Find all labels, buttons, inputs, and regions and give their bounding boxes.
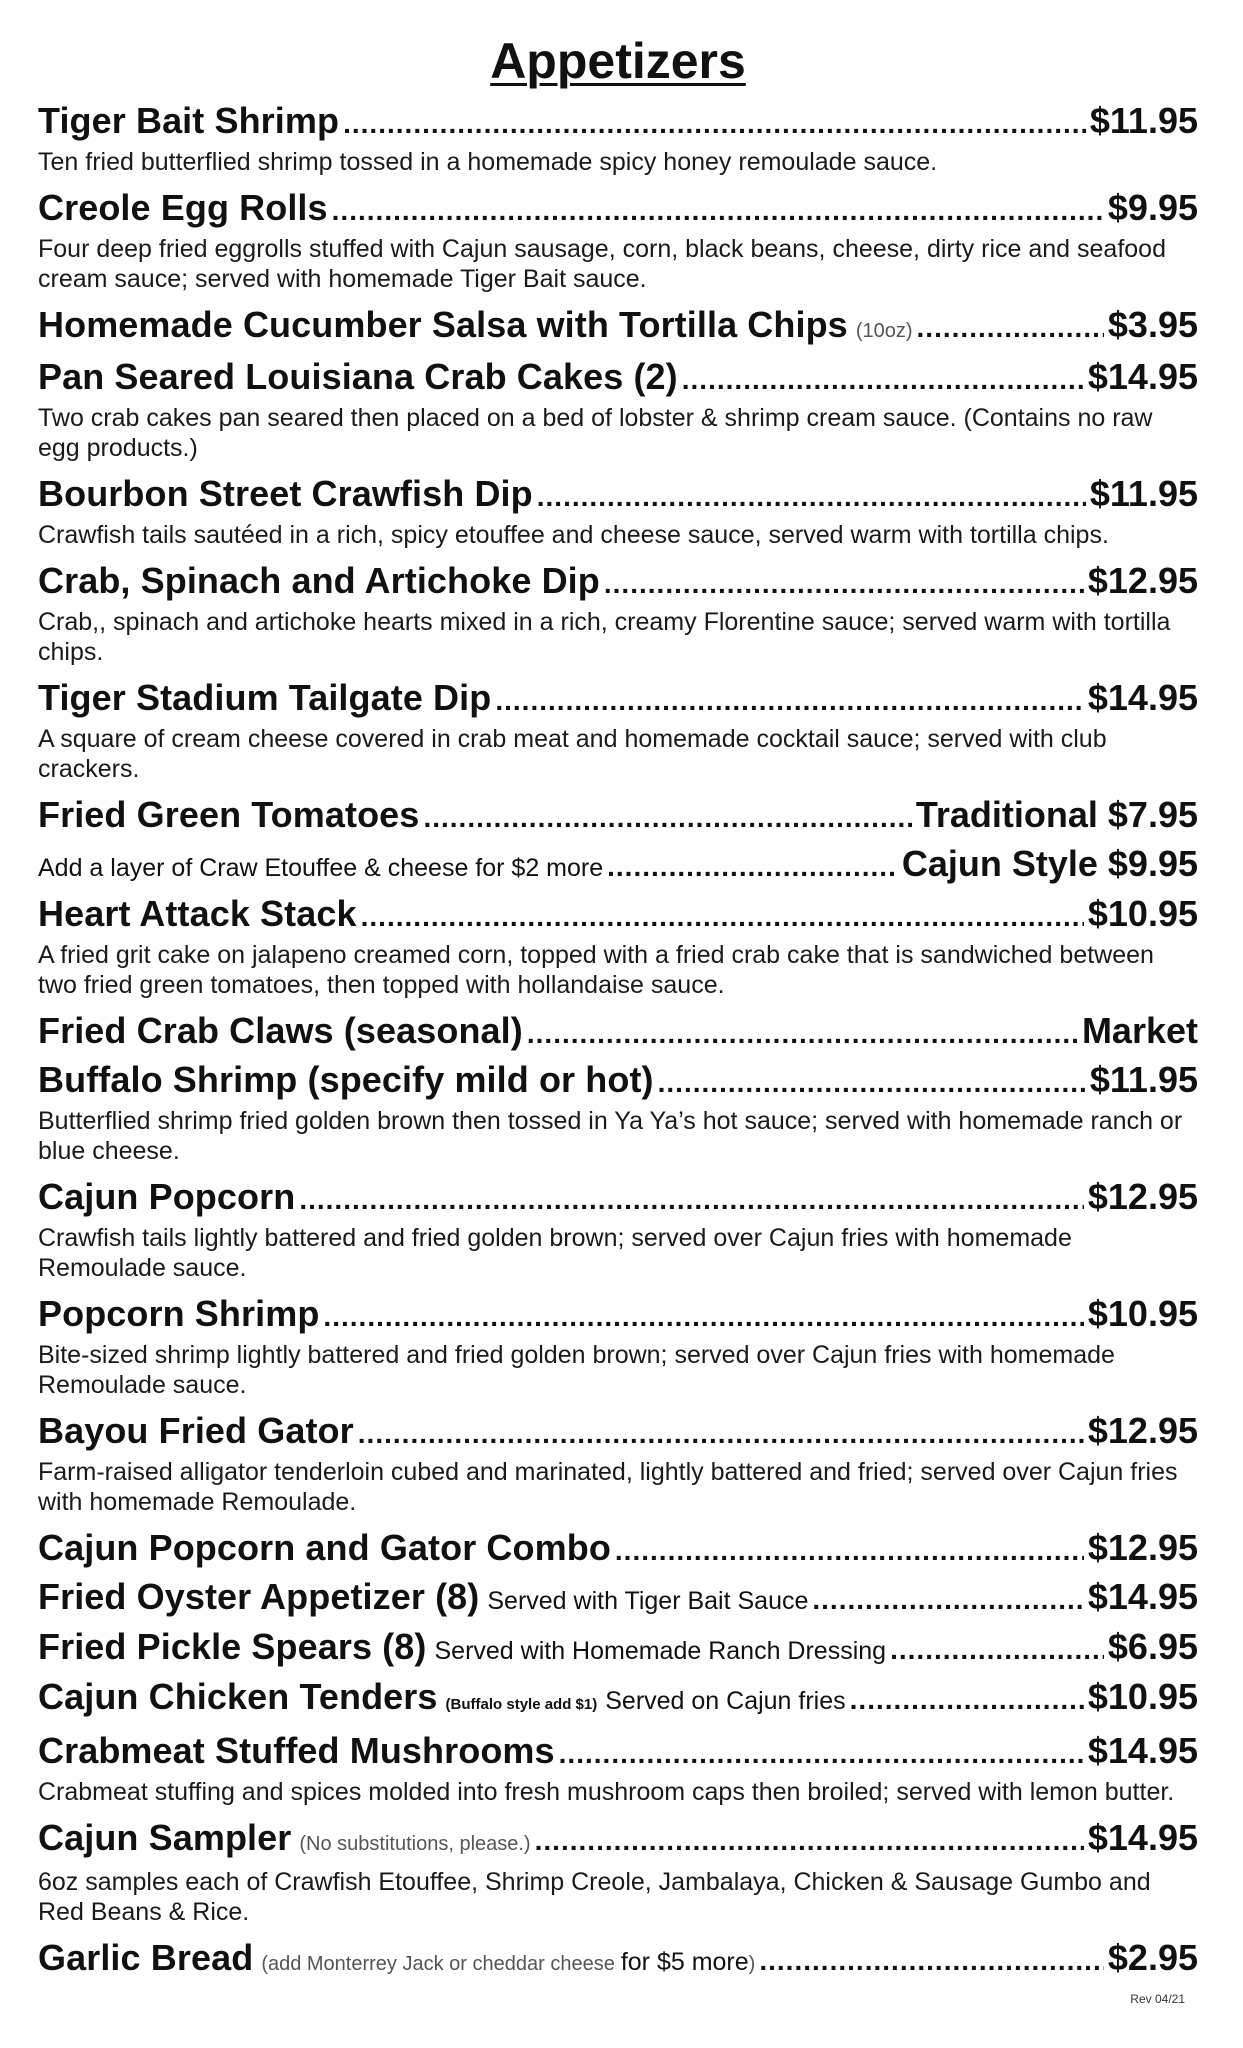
menu-item-row bbox=[38, 1728, 1198, 1777]
dot-leader bbox=[682, 357, 1084, 403]
dot-leader bbox=[358, 1411, 1084, 1457]
item-name: Buffalo Shrimp (specify mild or hot) bbox=[38, 1059, 654, 1100]
item-description: 6oz samples each of Crawfish Etouffee, Shrimp Creole, Jambalaya, Chicken & Sausage Gumbo and Red Beans & Rice. bbox=[38, 1868, 1151, 1926]
item-description: Crabmeat stuffing and spices molded into fresh mushroom caps then broiled; served with lemon butter. bbox=[38, 1778, 1175, 1806]
item-note: (add Monterrey Jack or cheddar cheese bbox=[261, 1953, 615, 1975]
menu-item-row bbox=[38, 1674, 1198, 1728]
menu-item bbox=[38, 1624, 1198, 1674]
item-price: $12.95 bbox=[1087, 1410, 1198, 1451]
item-description: Ten fried butterflied shrimp tossed in a homemade spicy honey remoulade sauce. bbox=[38, 148, 938, 176]
menu-page bbox=[38, 30, 1198, 1987]
menu-item bbox=[38, 185, 1198, 294]
menu-item bbox=[38, 1008, 1198, 1057]
dot-leader bbox=[423, 795, 911, 841]
item-name: Cajun Popcorn bbox=[38, 1176, 296, 1217]
item-description: Crawfish tails sautéed in a rich, spicy etouffee and cheese sauce, served warm with tortilla chips. bbox=[38, 521, 1109, 549]
menu-item-row bbox=[38, 891, 1198, 940]
menu-item-row bbox=[38, 1291, 1198, 1340]
item-note: Served with Homemade Ranch Dressing bbox=[434, 1637, 887, 1665]
menu-item bbox=[38, 558, 1198, 667]
menu-item-row bbox=[38, 1174, 1198, 1223]
dot-leader bbox=[361, 894, 1084, 940]
item-name: Cajun Popcorn and Gator Combo bbox=[38, 1527, 611, 1568]
dot-leader bbox=[535, 1818, 1084, 1864]
item-addon-price: Cajun Style $9.95 bbox=[901, 843, 1198, 884]
dot-leader bbox=[890, 1627, 1104, 1673]
menu-item bbox=[38, 1291, 1198, 1400]
menu-item bbox=[38, 675, 1198, 784]
item-name: Popcorn Shrimp bbox=[38, 1293, 320, 1334]
item-name: Bourbon Street Crawfish Dip bbox=[38, 473, 533, 514]
item-price: $10.95 bbox=[1087, 1676, 1198, 1717]
item-name: Pan Seared Louisiana Crab Cakes (2) bbox=[38, 356, 678, 397]
item-note: Served with Tiger Bait Sauce bbox=[487, 1587, 809, 1615]
item-price: $6.95 bbox=[1107, 1626, 1198, 1667]
item-price: $3.95 bbox=[1107, 304, 1198, 345]
menu-item bbox=[38, 98, 1198, 177]
item-price: $12.95 bbox=[1087, 1527, 1198, 1568]
item-name: Cajun Chicken Tenders bbox=[38, 1676, 438, 1717]
item-description: Crab,, spinach and artichoke hearts mixed in a rich, creamy Florentine sauce; served warm with tortilla chips. bbox=[38, 608, 1171, 666]
menu-item-row bbox=[38, 185, 1198, 234]
revision-label: Rev 04/21 bbox=[1130, 1992, 1185, 2006]
menu-item-row bbox=[38, 98, 1198, 147]
menu-item bbox=[38, 1174, 1198, 1283]
item-description: Four deep fried eggrolls stuffed with Cajun sausage, corn, black beans, cheese, dirty rice and seafood cream sauce; served with homemade Tiger Bait sauce. bbox=[38, 235, 1166, 293]
menu-item bbox=[38, 1574, 1198, 1624]
item-name: Fried Crab Claws (seasonal) bbox=[38, 1010, 523, 1051]
menu-item bbox=[38, 1935, 1198, 1987]
menu-item bbox=[38, 1525, 1198, 1574]
item-name: Crab, Spinach and Artichoke Dip bbox=[38, 560, 600, 601]
menu-item-row bbox=[38, 1574, 1198, 1624]
item-note-close: ) bbox=[748, 1953, 756, 1975]
menu-item-row bbox=[38, 792, 1198, 841]
menu-item bbox=[38, 1408, 1198, 1517]
menu-item-row bbox=[38, 471, 1198, 520]
dot-leader bbox=[332, 188, 1104, 234]
menu-item bbox=[38, 354, 1198, 463]
item-name: Bayou Fried Gator bbox=[38, 1410, 354, 1451]
item-note: (No substitutions, please.) bbox=[299, 1833, 531, 1855]
menu-item-row bbox=[38, 1624, 1198, 1674]
item-price: $11.95 bbox=[1089, 1059, 1198, 1100]
dot-leader bbox=[323, 1294, 1083, 1340]
dot-leader bbox=[527, 1011, 1078, 1057]
menu-item-row bbox=[38, 1935, 1198, 1987]
menu-item-row bbox=[38, 1408, 1198, 1457]
item-description: A fried grit cake on jalapeno creamed corn, topped with a fried crab cake that is sandwiched between two fried green tomatoes, then topped with hollandaise sauce. bbox=[38, 941, 1154, 999]
item-description: Butterflied shrimp fried golden brown then tossed in Ya Ya’s hot sauce; served with homemade ranch or blue cheese. bbox=[38, 1107, 1183, 1165]
item-name: Cajun Sampler bbox=[38, 1817, 292, 1858]
menu-item bbox=[38, 1057, 1198, 1166]
item-price: $10.95 bbox=[1087, 893, 1198, 934]
item-description: Two crab cakes pan seared then placed on a bed of lobster & shrimp cream sauce. (Contains no raw egg products.) bbox=[38, 404, 1153, 462]
item-price: $14.95 bbox=[1087, 1817, 1198, 1858]
menu-item-addon-row bbox=[38, 841, 1198, 891]
dot-leader bbox=[658, 1060, 1086, 1106]
item-price: $14.95 bbox=[1087, 1576, 1198, 1617]
item-note: Served on Cajun fries bbox=[605, 1687, 846, 1715]
item-note-small: (Buffalo style add $1) bbox=[445, 1696, 598, 1713]
item-name: Fried Oyster Appetizer (8) bbox=[38, 1576, 480, 1617]
dot-leader bbox=[537, 474, 1086, 520]
dot-leader bbox=[559, 1731, 1084, 1777]
item-description: Bite-sized shrimp lightly battered and fried golden brown; served over Cajun fries with homemade Remoulade sauce. bbox=[38, 1341, 1115, 1399]
item-price: $12.95 bbox=[1087, 560, 1198, 601]
dot-leader bbox=[343, 101, 1086, 147]
item-price: Traditional $7.95 bbox=[915, 794, 1198, 835]
dot-leader bbox=[850, 1677, 1084, 1723]
menu-item bbox=[38, 1728, 1198, 1807]
item-name: Heart Attack Stack bbox=[38, 893, 357, 934]
menu-item-row bbox=[38, 1815, 1198, 1867]
dot-leader bbox=[812, 1577, 1084, 1623]
menu-item bbox=[38, 1815, 1198, 1927]
dot-leader bbox=[299, 1177, 1084, 1223]
menu-item-row bbox=[38, 1008, 1198, 1057]
menu-item-row bbox=[38, 302, 1198, 354]
item-price: Market bbox=[1081, 1010, 1198, 1051]
item-description: A square of cream cheese covered in crab meat and homemade cocktail sauce; served with club crackers. bbox=[38, 725, 1107, 783]
item-name: Tiger Bait Shrimp bbox=[38, 100, 340, 141]
dot-leader bbox=[607, 844, 898, 890]
item-name: Garlic Bread bbox=[38, 1937, 254, 1978]
item-note-highlight: for $5 more bbox=[620, 1948, 749, 1976]
menu-item bbox=[38, 891, 1198, 1000]
item-name: Homemade Cucumber Salsa with Tortilla Chips bbox=[38, 304, 848, 345]
menu-item-row bbox=[38, 675, 1198, 724]
menu-item-row bbox=[38, 354, 1198, 403]
menu-item-row bbox=[38, 1525, 1198, 1574]
menu-item bbox=[38, 1674, 1198, 1728]
item-name: Crabmeat Stuffed Mushrooms bbox=[38, 1730, 555, 1771]
item-price: $11.95 bbox=[1089, 473, 1198, 514]
dot-leader bbox=[615, 1528, 1084, 1574]
item-price: $12.95 bbox=[1087, 1176, 1198, 1217]
menu-item bbox=[38, 471, 1198, 550]
menu-item bbox=[38, 792, 1198, 891]
item-price: $10.95 bbox=[1087, 1293, 1198, 1334]
item-price: $14.95 bbox=[1087, 356, 1198, 397]
item-price: $9.95 bbox=[1107, 187, 1198, 228]
dot-leader bbox=[604, 561, 1084, 607]
item-price: $11.95 bbox=[1089, 100, 1198, 141]
dot-leader bbox=[495, 678, 1084, 724]
menu-item bbox=[38, 302, 1198, 354]
item-description: Crawfish tails lightly battered and fried golden brown; served over Cajun fries with homemade Remoulade sauce. bbox=[38, 1224, 1072, 1282]
item-name: Fried Pickle Spears (8) bbox=[38, 1626, 427, 1667]
item-name: Fried Green Tomatoes bbox=[38, 794, 420, 835]
menu-item-row bbox=[38, 1057, 1198, 1106]
menu-item-row bbox=[38, 558, 1198, 607]
page-title: Appetizers bbox=[490, 33, 746, 89]
item-name: Creole Egg Rolls bbox=[38, 187, 328, 228]
dot-leader bbox=[917, 305, 1104, 351]
item-note: (10oz) bbox=[855, 320, 913, 342]
item-name: Tiger Stadium Tailgate Dip bbox=[38, 677, 492, 718]
item-addon: Add a layer of Craw Etouffee & cheese for $2 more bbox=[38, 854, 604, 882]
item-price: $14.95 bbox=[1087, 1730, 1198, 1771]
dot-leader bbox=[759, 1938, 1104, 1984]
item-price: $14.95 bbox=[1087, 677, 1198, 718]
item-price: $2.95 bbox=[1107, 1937, 1198, 1978]
item-description: Farm-raised alligator tenderloin cubed and marinated, lightly battered and fried; served over Cajun fries with homemade Remoulade. bbox=[38, 1458, 1178, 1516]
